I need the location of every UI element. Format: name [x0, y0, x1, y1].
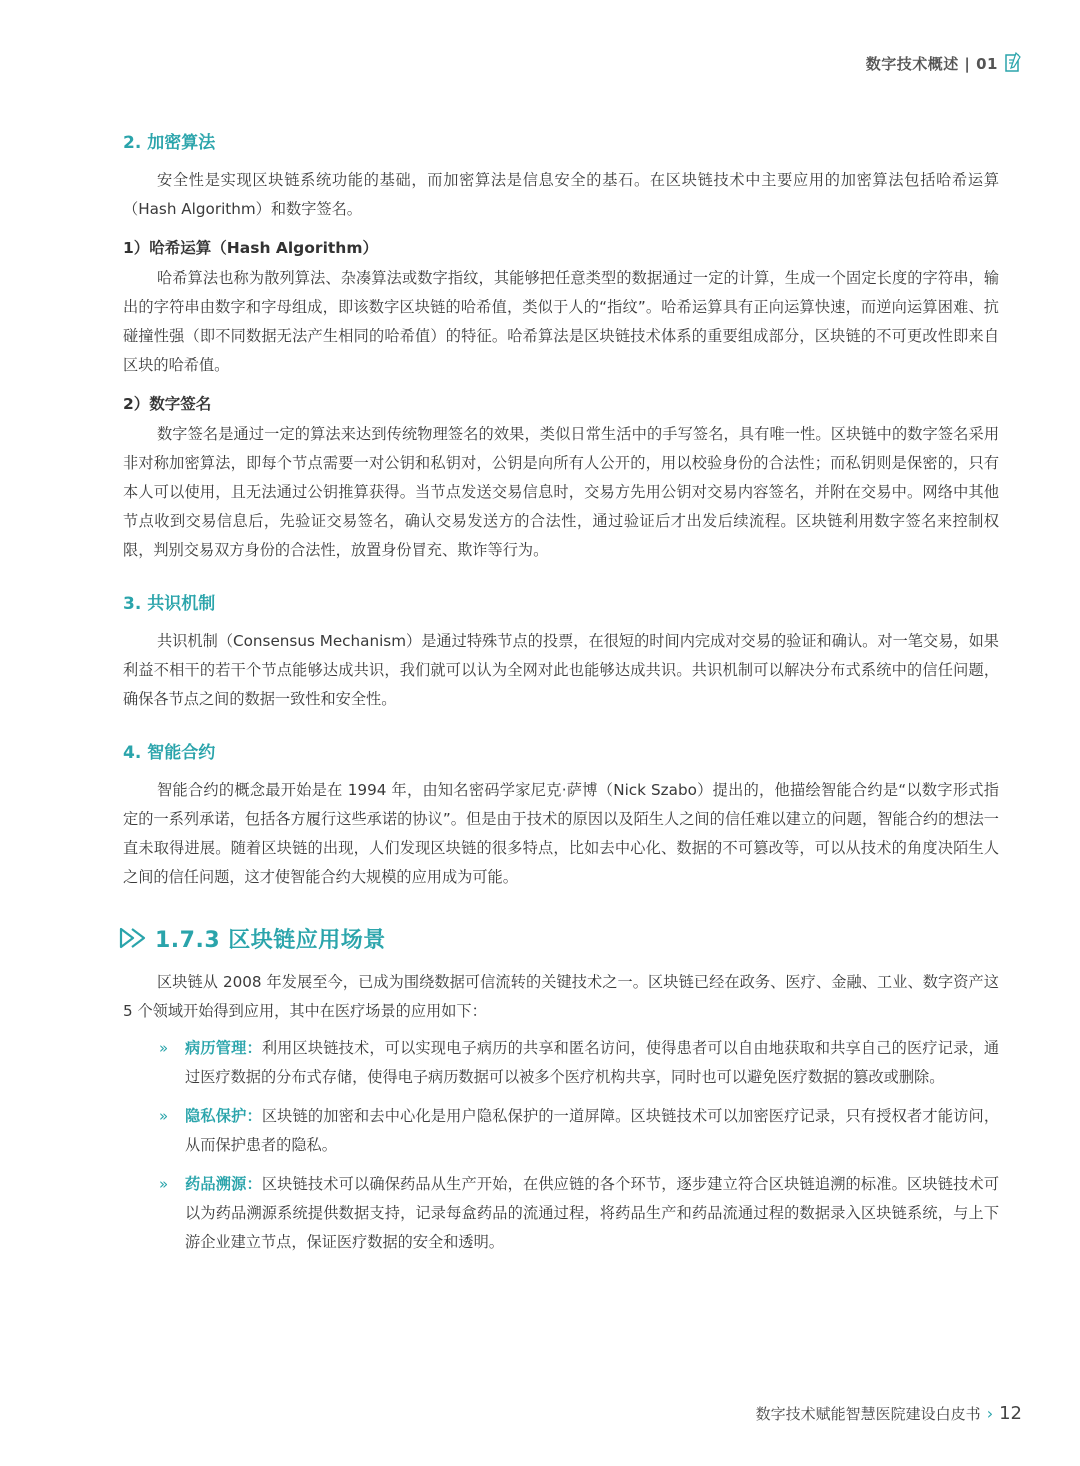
- footer-arrow-icon: ›: [986, 1403, 994, 1423]
- bullet-term: 隐私保护：: [185, 1107, 262, 1125]
- section-heading-consensus: 3. 共识机制: [123, 594, 216, 614]
- crypto-intro: 安全性是实现区块链系统功能的基础，而加密算法是信息安全的基石。在区块链技术中主要应用的加密算法包括哈希运算（Hash Algorithm）和数字签名。: [123, 171, 999, 218]
- footer-text: 数字技术赋能智慧医院建设白皮书: [755, 1404, 981, 1423]
- page-header: [866, 50, 1022, 76]
- bullet-mark: »: [159, 1039, 169, 1057]
- list-item: [123, 1170, 999, 1257]
- page-footer: [756, 1398, 1022, 1428]
- scenes-bullet-list: [123, 1034, 999, 1257]
- subheading-signature: 2）数字签名: [123, 395, 212, 413]
- scenes-intro: 区块链从 2008 年发展至今，已成为围绕数据可信流转的关键技术之一。区块链已经在政务、医疗、金融、工业、数字资产这 5 个领域开始得到应用，其中在医疗场景的应用如下：: [123, 973, 999, 1020]
- subheading-hash: 1）哈希运算（Hash Algorithm）: [123, 239, 378, 257]
- section-heading-crypto: 2. 加密算法: [123, 133, 216, 153]
- signature-paragraph: 数字签名是通过一定的算法来达到传统物理签名的效果，类似日常生活中的手写签名，具有唯一性。区块链中的数字签名采用非对称加密算法，即每个节点需要一对公钥和私钥对，公钥是向所有人公开的，用以校验身份的合法性；而私钥则是保密的，只有本人可以使用，且无法通过公钥推算获得。当节点发送交易信息时，交易方先用公钥对交易内容签名，并附在交易中。网络中其他节点收到交易信息后，先验证交易签名，确认交易发送方的合法性，通过验证后才出发后续流程。区块链利用数字签名来控制权限，判别交易双方身份的合法性，放置身份冒充、欺诈等行为。: [123, 425, 999, 559]
- list-item: [123, 1102, 999, 1160]
- section-title-text: 1.7.3 区块链应用场景: [155, 927, 386, 953]
- page-content: [123, 128, 999, 1267]
- bullet-term: 病历管理：: [185, 1039, 262, 1057]
- hash-paragraph: 哈希算法也称为散列算法、杂凑算法或数字指纹，其能够把任意类型的数据通过一定的计算，生成一个固定长度的字符串，输出的字符串由数字和字母组成，即该数字区块链的哈希值，类似于人的“指纹”。哈希运算具有正向运算快速，而逆向运算困难、抗碰撞性强（即不同数据无法产生相同的哈希值）的特征。哈希算法是区块链技术体系的重要组成部分，区块链的不可更改性即来自区块的哈希值。: [123, 269, 999, 374]
- bullet-text: 利用区块链技术，可以实现电子病历的共享和匿名访问，使得患者可以自由地获取和共享自己的医疗记录，通过医疗数据的分布式存储，使得电子病历数据可以被多个医疗机构共享，同时也可以避免医疗数据的篡改或删除。: [185, 1039, 1000, 1086]
- list-item: [123, 1034, 999, 1092]
- section-heading-smart-contract: 4. 智能合约: [123, 743, 216, 763]
- header-text: 数字技术概述 | 01: [865, 54, 998, 73]
- bullet-mark: »: [159, 1175, 169, 1193]
- consensus-paragraph: 共识机制（Consensus Mechanism）是通过特殊节点的投票，在很短的时间内完成对交易的验证和确认。对一笔交易，如果利益不相干的若干个节点能够达成共识，我们就可以认为全网对此也能够达成共识。共识机制可以解决分布式系统中的信任问题，确保各节点之间的数据一致性和安全性。: [123, 632, 999, 708]
- book-icon: [1004, 52, 1022, 74]
- page-number: 12: [999, 1402, 1022, 1424]
- bullet-text: 区块链的加密和去中心化是用户隐私保护的一道屏障。区块链技术可以加密医疗记录，只有授权者才能访问，从而保护患者的隐私。: [185, 1107, 1000, 1154]
- double-chevron-right-icon: [119, 927, 147, 949]
- smart-contract-paragraph: 智能合约的概念最开始是在 1994 年，由知名密码学家尼克·萨博（Nick Szabo）提出的，他描绘智能合约是“以数字形式指定的一系列承诺，包括各方履行这些承诺的协议”。但是由于技术的原因以及陌生人之间的信任难以建立的问题，智能合约的想法一直未取得进展。随着区块链的出现，人们发现区块链的很多特点，比如去中心化、数据的不可篡改等，可以从技术的角度决陌生人之间的信任问题，这才使智能合约大规模的应用成为可能。: [123, 781, 999, 886]
- bullet-text: 区块链技术可以确保药品从生产开始，在供应链的各个环节，逐步建立符合区块链追溯的标准。区块链技术可以为药品溯源系统提供数据支持，记录每盒药品的流通过程，将药品生产和药品流通过程的数据录入区块链系统，与上下游企业建立节点，保证医疗数据的安全和透明。: [185, 1175, 1000, 1251]
- bullet-term: 药品溯源：: [185, 1175, 262, 1193]
- bullet-mark: »: [159, 1107, 169, 1125]
- section-title-scenes: [119, 916, 999, 960]
